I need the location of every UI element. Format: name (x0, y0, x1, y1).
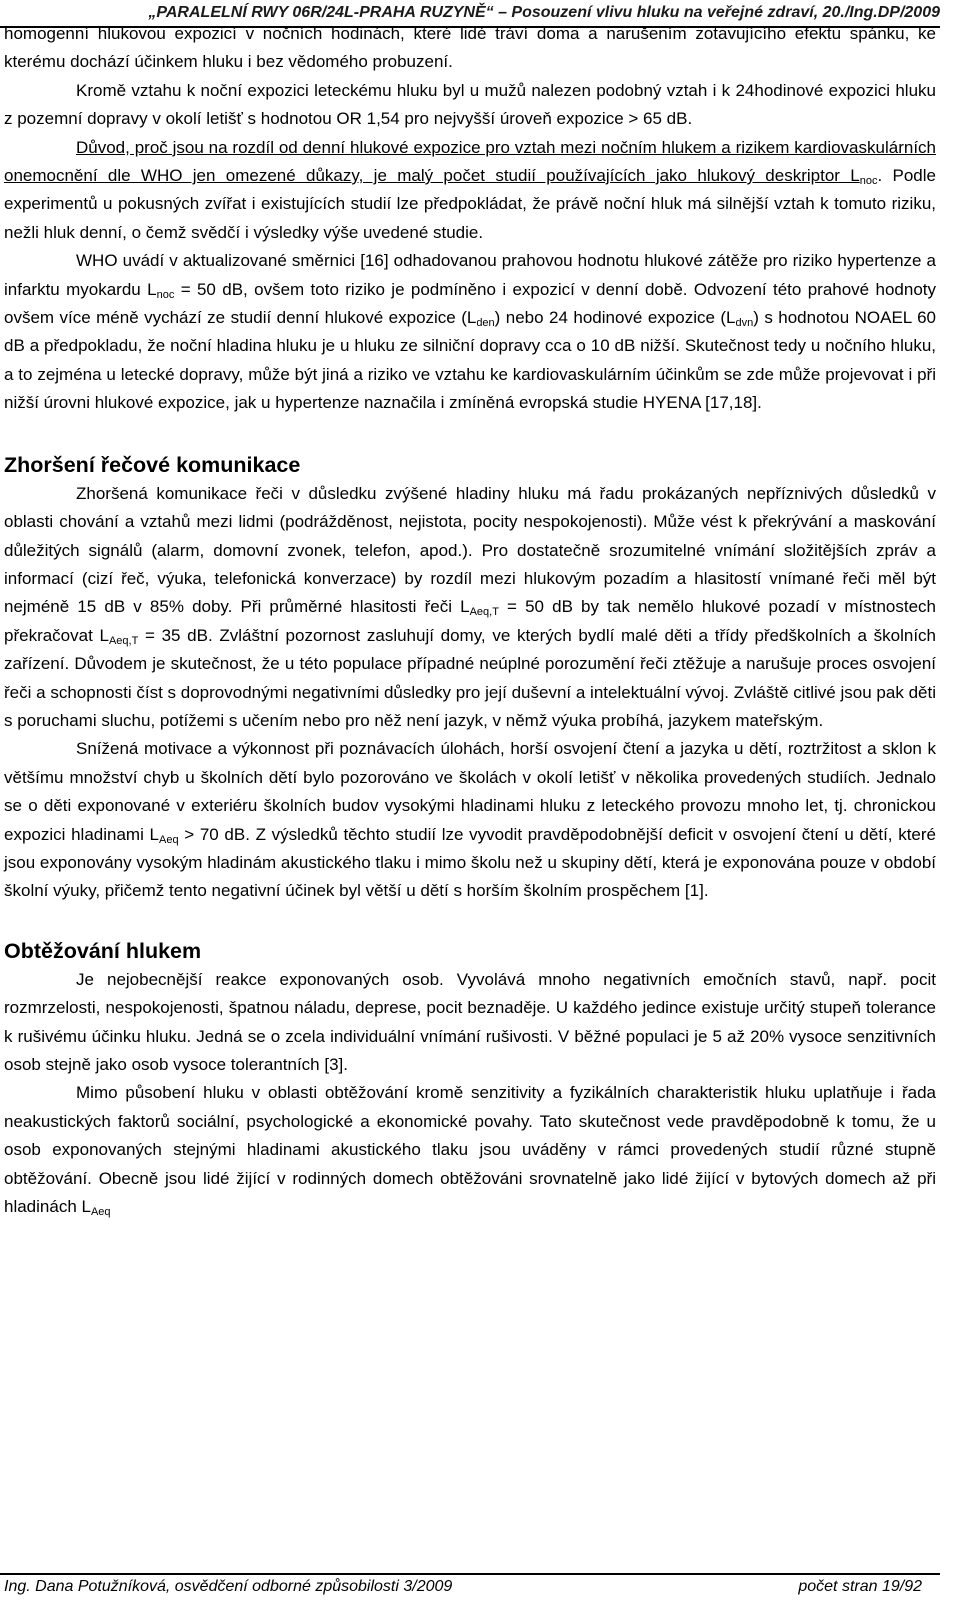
underlined-text: Důvod, proč jsou na rozdíl od denní hlukové expozice pro vztah mezi nočním hlukem a rizikem kardiovaskulárních onemocnění dle WHO jen omezené důkazy, je malý počet studií používajících jako hlukový deskriptor L (4, 137, 936, 186)
paragraph-road-traffic: Kromě vztahu k noční expozici leteckému hluku byl u mužů nalezen podobný vztah i k 24hodinové expozici hluku z pozemní dopravy v okolí letišť s hodnotou OR 1,54 pro nejvyšší úroveň expozice > 65 dB. (4, 80, 936, 129)
paragraph-speech-communication: Zhoršená komunikace řeči v důsledku zvýšené hladiny hluku má řadu prokázaných nepříznivých důsledků v oblasti chování a vztahů mezi lidmi (podrážděnost, nejistota, pocity nespokojenosti). Může vést k překrývání a maskování důležitých signálů (alarm, domovní zvonek, telefon, apod.). Pro dostatečně srozumitelné vnímání složitějších zpráv a informací (cizí řeč, výuka, telefonická konverzace) by rozdíl mezi hlukovým pozadím a hlasitostí vnímané řeči měl být nejméně 15 dB v 85% doby. Při průměrné hlasitosti řeči $L_{Aeq,T} = 50$ dB by tak nemělo hlukové pozadí v místnostech překračovat $L_{Aeq,T} = 35$ dB. Zvláštní pozornost zasluhují domy, ve kterých bydlí malé děti a třídy předškolních a školních zařízení. Důvodem je skutečnost, že u této populace případné neúplné porozumění řeči ztěžuje a narušuje proces osvojení řeči a schopnosti číst s doprovodnými negativními důsledky pro její duševní a intelektuální vývoj. Zvláště citlivé jsou pak děti s poruchami sluchu, potížemi s učením nebo pro něž není jazyk, v němž výuka probíhá, jazykem mateřským. (4, 483, 936, 730)
paragraph-night-exposure: homogenní hlukovou expozicí v nočních hodinách, které lidé tráví doma a narušením zotavujícího efektu spánku, ke kterému dochází účinkem hluku i bez vědomého probuzení. (4, 24, 936, 72)
page-number: počet stran 19/92 (798, 1578, 922, 1595)
footer-rule (0, 1573, 940, 1575)
paragraph-annoyance: Je nejobecnější reakce exponovaných osob. Vyvolává mnoho negativních emočních stavů, např. pocit rozmrzelosti, nespokojenosti, špatnou náladu, deprese, pocit beznaděje. U každého jedince existuje určitý stupeň tolerance k rušivému účinku hluku. Jedná se o zcela individuální vnímání rušivosti. V běžné populaci je 5 až 20% vysoce senzitivních osob stejně jako osob vysoce tolerantních [3]. (4, 969, 936, 1074)
running-header: „PARALELNÍ RWY 06R/24L-PRAHA RUZYNĚ“ – Posouzení vlivu hluku na veřejné zdraví, 20./Ing.DP/2009 (148, 4, 940, 21)
paragraph-children-schools: Snížená motivace a výkonnost při poznávacích úlohách, horší osvojení čtení a jazyka u dětí, roztržitost a sklon k většímu množství chyb u školních dětí bylo pozorováno ve školách v okolí letišť v několika provedených studiích. Jednalo se o děti exponované v exteriéru školních budov vysokými hladinami hluku z leteckého provozu mnoho let, tj. chronickou expozici hladinami $L_{Aeq} > 70$ dB. Z výsledků těchto studií lze vyvodit pravděpodobnější deficit v osvojení čtení u dětí, které jsou exponovány vysokým hladinám akustického tlaku i mimo školu než u skupiny dětí, která je exponována pouze v období školní výuky, přičemž tento negativní účinek byl větší u dětí s horším školním prospěchem [1]. (4, 739, 936, 901)
paragraph-non-acoustic-factors: Mimo působení hluku v oblasti obtěžování kromě senzitivity a fyzikálních charakteristik hluku uplatňuje i řada neakustických faktorů sociální, psychologické a ekonomické povahy. Tato skutečnost vede pravděpodobně k tomu, že u osob exponovaných stejnými hladinami akustického tlaku jsou uváděny v rámci provedených studií různé stupně obtěžování. Obecně jsou lidé žijící v rodinných domech obtěžováni srovnatelně jako lidé žijící v bytových domech až při hladinách $L_{Aeq}$ (4, 1083, 936, 1219)
running-footer (4, 1578, 922, 1596)
document-body (4, 20, 936, 1221)
section-heading-annoyance: Obtěžování hlukem (4, 938, 202, 963)
section-heading-speech: Zhoršení řečové komunikace (4, 452, 301, 477)
paragraph-who-evidence: Důvod, proč jsou na rozdíl od denní hlukové expozice pro vztah mezi nočním hlukem a rizikem kardiovaskulárních onemocnění dle WHO jen omezené důkazy, je malý počet studií používajících jako hlukový deskriptor $L_{noc}$. Podle experimentů u pokusných zvířat i existujících studií lze předpokládat, že právě noční hluk má silnější vztah k tomuto riziku, nežli hluk denní, o čemž svědčí i výsledky výše uvedené studie. (4, 137, 936, 242)
paragraph-who-threshold: WHO uvádí v aktualizované směrnici [16] odhadovanou prahovou hodnotu hlukové zátěže pro riziko hypertenze a infarktu myokardu $L_{noc} = 50$ dB, ovšem toto riziko je podmíněno i expozicí v denní době. Odvození této prahové hodnoty ovšem více méně vychází ze studií denní hlukové expozice $(L_{den})$ nebo 24 hodinové expozice $(L_{dvn})$ s hodnotou NOAEL 60 dB a předpokladu, že noční hladina hluku je u hluku ze silniční dopravy cca o 10 dB nižší. Skutečnost tedy u nočního hluku, a to zejména u letecké dopravy, může být jiná a riziko ve vztahu ke kardiovaskulárním účinkům se zde může projevovat i při nižší úrovni hlukové expozice, jak u hypertenze naznačila i zmíněná evropská studie HYENA [17,18]. (4, 251, 936, 413)
footer-author: Ing. Dana Potužníková, osvědčení odborné způsobilosti 3/2009 (4, 1578, 453, 1595)
